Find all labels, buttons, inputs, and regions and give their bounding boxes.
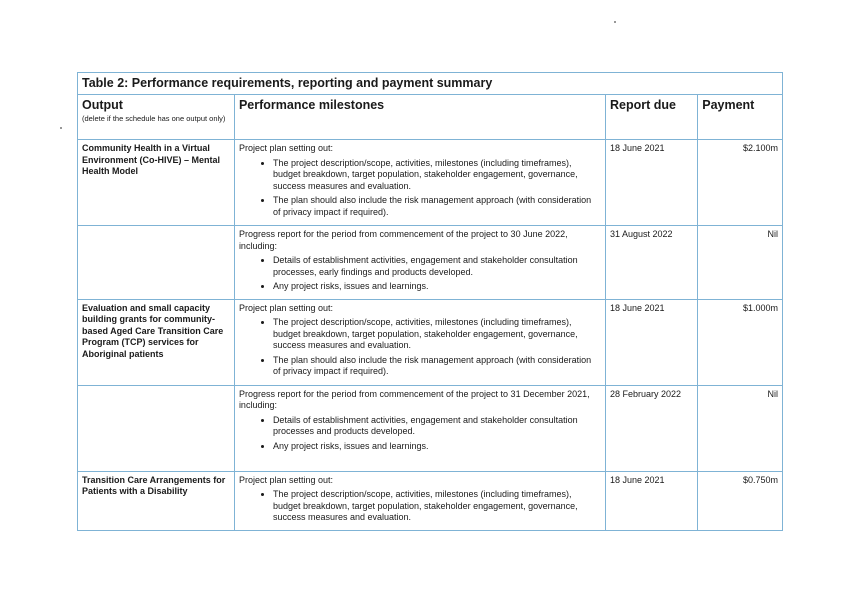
table-row bbox=[78, 140, 782, 226]
report-due-cell: 18 June 2021 bbox=[605, 299, 697, 385]
milestone-bullet: • Any project risks, issues and learnings. bbox=[273, 281, 601, 293]
performance-table bbox=[77, 72, 783, 531]
header-payment: Payment bbox=[698, 95, 782, 140]
milestone-list bbox=[239, 415, 601, 453]
milestone-intro: Project plan setting out: bbox=[238, 302, 333, 313]
milestone-bullet: • Details of establishment activities, engagement and stakeholder consultation processes and products developed. bbox=[273, 415, 601, 438]
header-milestones: Performance milestones bbox=[234, 95, 605, 140]
output-cell: Transition Care Arrangements for Patients with a Disability bbox=[78, 471, 234, 530]
payment-cell: $0.750m bbox=[698, 471, 782, 530]
milestone-intro: Progress report for the period from commencement of the project to 30 June 2022, including: bbox=[238, 229, 568, 251]
header-output bbox=[78, 95, 234, 140]
milestone-bullet: • The project description/scope, activities, milestones (including timeframes), budget breakdown, target population, stakeholder engagement, governance, success measures and evaluation. bbox=[273, 489, 601, 524]
milestone-bullet: • Any project risks, issues and learnings. bbox=[273, 441, 601, 453]
summary-table bbox=[78, 95, 782, 530]
table-row bbox=[78, 299, 782, 385]
milestone-list bbox=[239, 317, 601, 378]
milestone-cell bbox=[234, 226, 605, 300]
table-row bbox=[78, 385, 782, 471]
report-due-cell: 28 February 2022 bbox=[605, 385, 697, 471]
report-due-cell: 18 June 2021 bbox=[605, 140, 697, 226]
report-due-cell: 18 June 2021 bbox=[605, 471, 697, 530]
payment-cell: Nil bbox=[698, 226, 782, 300]
output-cell bbox=[78, 385, 234, 471]
payment-cell: $1.000m bbox=[698, 299, 782, 385]
milestone-intro: Project plan setting out: bbox=[238, 474, 333, 485]
milestone-list bbox=[239, 489, 601, 524]
milestone-intro: Project plan setting out: bbox=[238, 143, 333, 153]
output-cell: Evaluation and small capacity building grants for community-based Aged Care Transition Care Program (TCP) services for Aboriginal patients bbox=[78, 299, 234, 385]
milestone-bullet: • Details of establishment activities, engagement and stakeholder consultation processes, early findings and products developed. bbox=[273, 255, 601, 278]
header-report-due: Report due bbox=[605, 95, 697, 140]
milestone-bullet: • The project description/scope, activities, milestones (including timeframes), budget breakdown, target population, stakeholder engagement, governance, success measures and evaluation. bbox=[273, 158, 601, 193]
output-cell: Community Health in a Virtual Environment (Co-HIVE) – Mental Health Model bbox=[78, 140, 234, 226]
milestone-cell bbox=[234, 385, 605, 471]
scan-speck bbox=[614, 21, 616, 23]
payment-cell: $2.100m bbox=[698, 140, 782, 226]
milestone-bullet: • The project description/scope, activities, milestones (including timeframes), budget breakdown, target population, stakeholder engagement, governance, success measures and evaluation. bbox=[273, 317, 601, 352]
milestone-bullet: • The plan should also include the risk management approach (with consideration of privacy impact if required). bbox=[273, 195, 601, 218]
table-row bbox=[78, 226, 782, 300]
report-due-cell: 31 August 2022 bbox=[605, 226, 697, 300]
output-cell bbox=[78, 226, 234, 300]
milestone-cell bbox=[234, 471, 605, 530]
milestone-intro: Progress report for the period from commencement of the project to 31 December 2021, including: bbox=[238, 388, 590, 410]
header-row bbox=[78, 95, 782, 140]
scan-speck bbox=[60, 127, 62, 129]
table-row bbox=[78, 471, 782, 530]
payment-cell: Nil bbox=[698, 385, 782, 471]
milestone-list bbox=[239, 158, 601, 219]
milestone-list bbox=[239, 255, 601, 293]
header-output-note: (delete if the schedule has one output only) bbox=[82, 114, 226, 123]
milestone-bullet: • The plan should also include the risk management approach (with consideration of privacy impact if required). bbox=[273, 355, 601, 378]
table-title: Table 2: Performance requirements, reporting and payment summary bbox=[78, 73, 782, 95]
header-output-label: Output bbox=[82, 98, 123, 112]
milestone-cell bbox=[234, 299, 605, 385]
milestone-cell bbox=[234, 140, 605, 226]
